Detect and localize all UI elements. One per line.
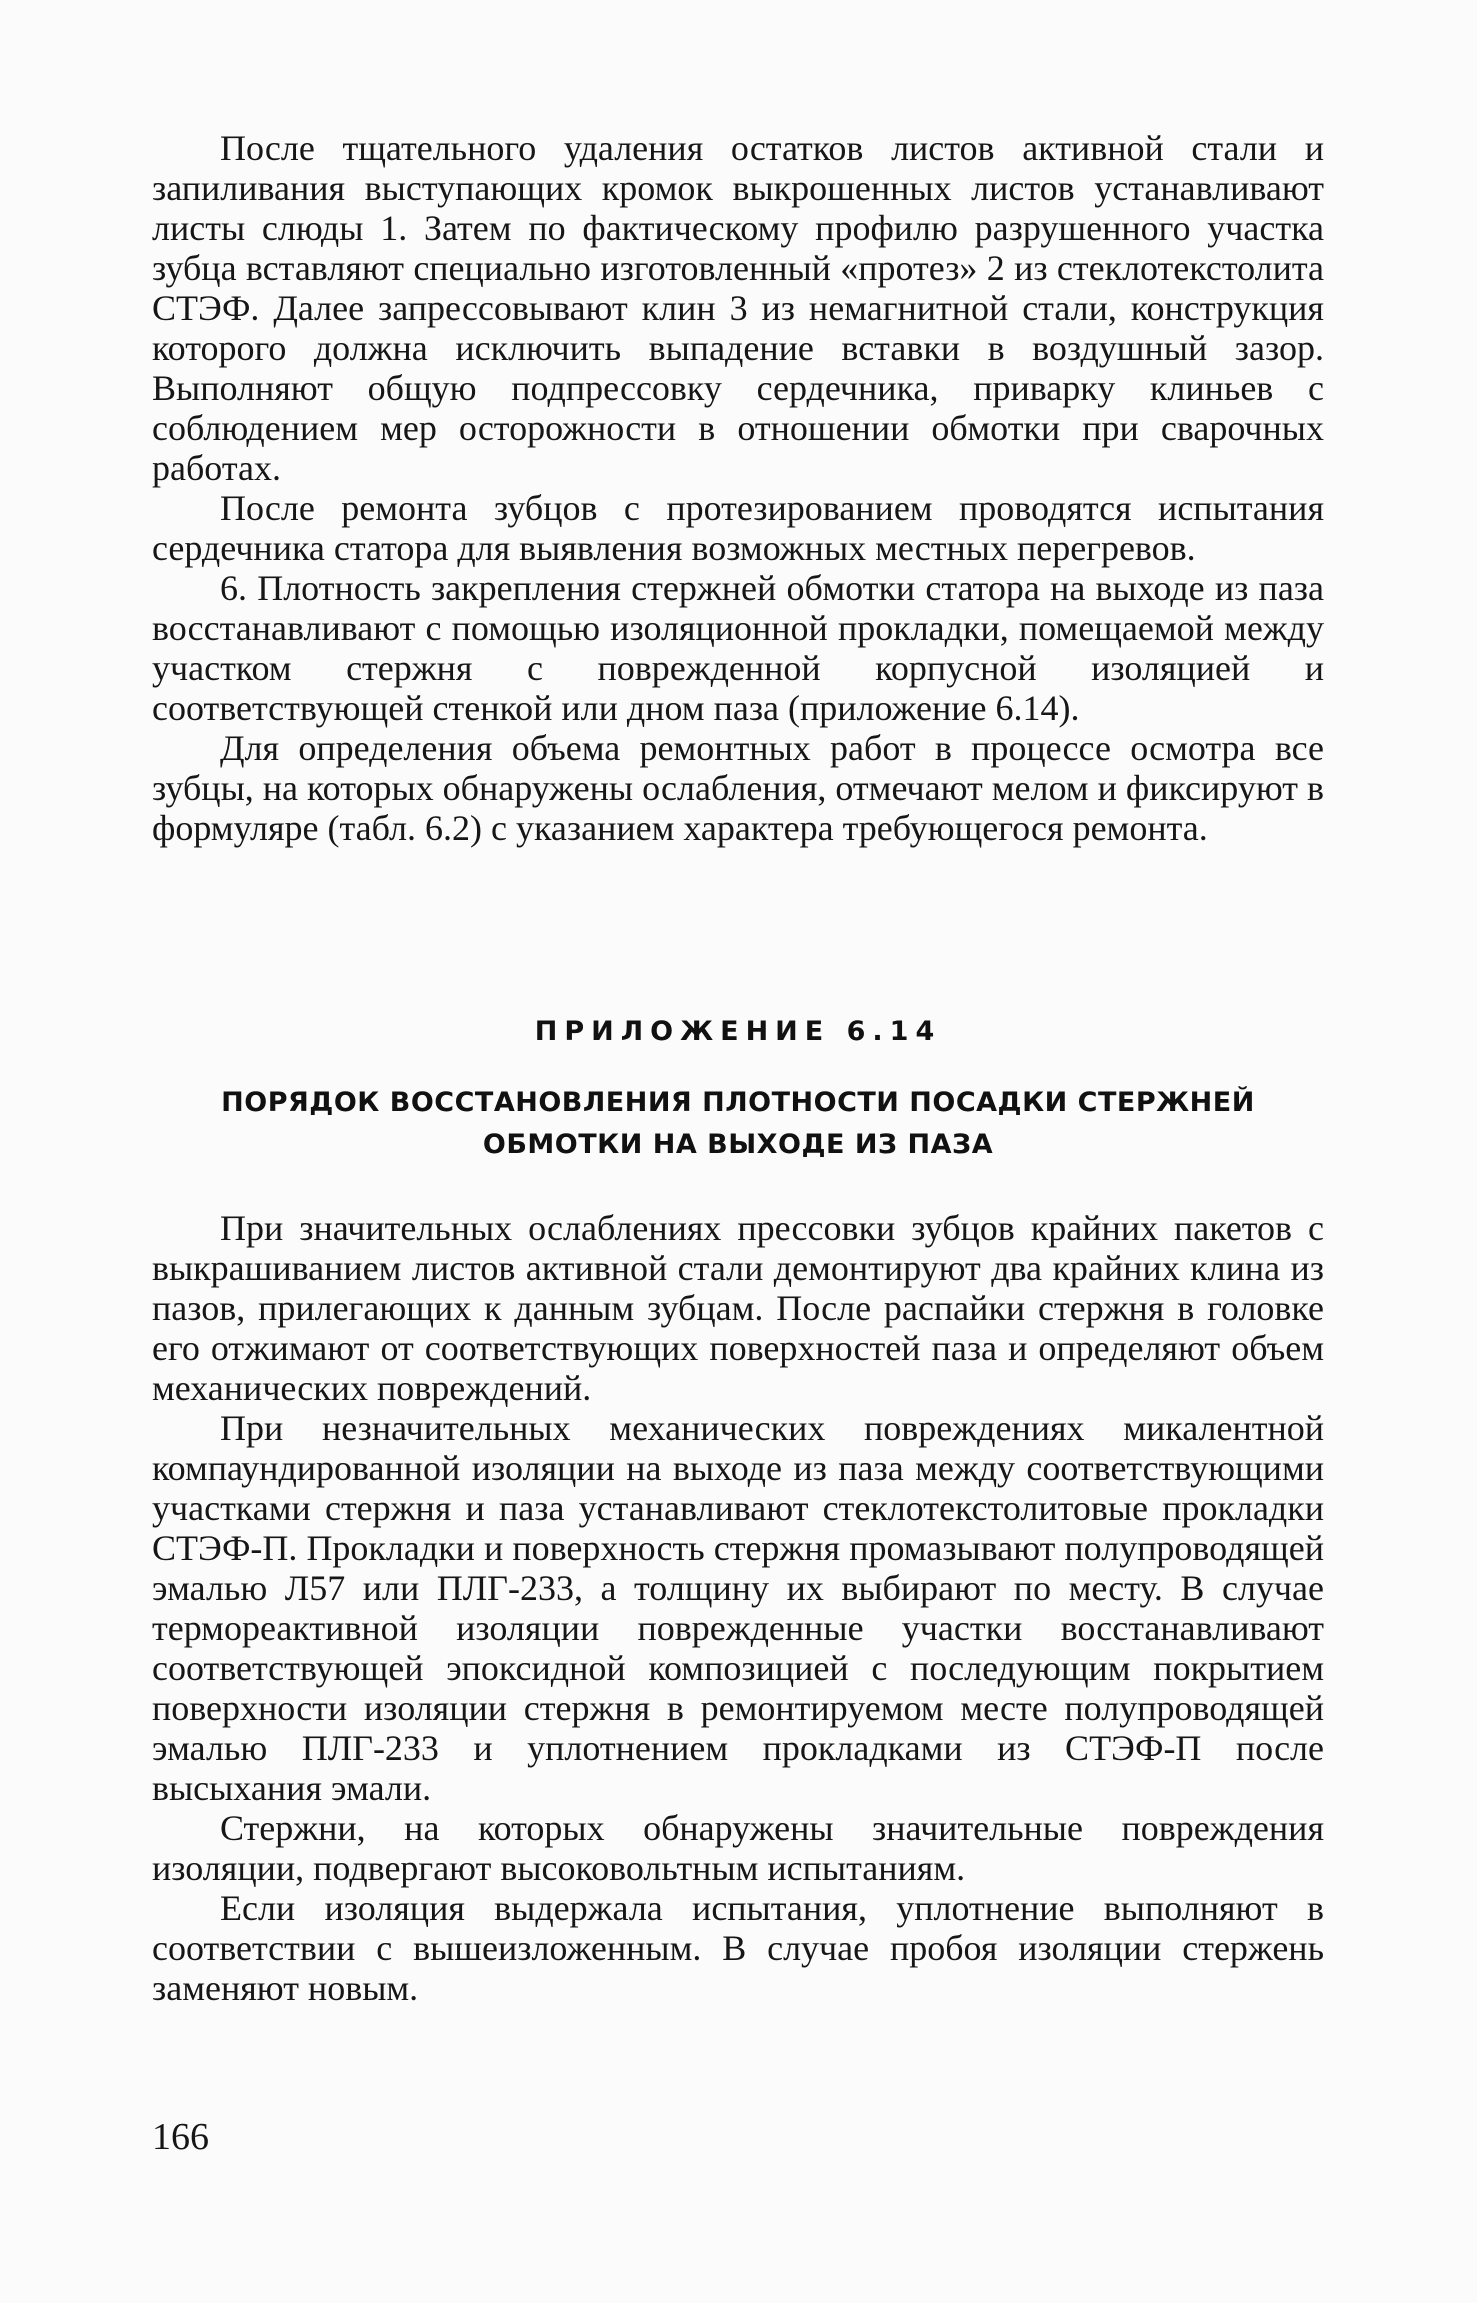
paragraph-minor-damage: При незначительных механических повреждениях микалентной компаундированной изоляции на выходе из паза между соответствующими участками стержня и паза устанавливают стеклотекстолитовые прокладки СТЭФ-П. Прокладки и поверхность стержня промазывают полупроводящей эмалью Л57 или ПЛГ-233, а толщину их выбирают по месту. В случае термореактивной изоляции поврежденные участки восстанавливают соответствующей эпоксидной композицией с последующим покрытием поверхности изоляции стержня в ремонтируемом месте полупроводящей эмалью ПЛГ-233 и уплотнением прокладками из СТЭФ-П после высыхания эмали. [152,1408,1324,1808]
section-title-line-1: ПОРЯДОК ВОССТАНОВЛЕНИЯ ПЛОТНОСТИ ПОСАДКИ СТЕРЖНЕЙ [221,1087,1255,1118]
paragraph-test-result: Если изоляция выдержала испытания, уплотнение выполняют в соответствии с вышеизложенным. В случае пробоя изоляции стержень заменяют новым. [152,1888,1324,2008]
paragraph-step-6: 6. Плотность закрепления стержней обмотки статора на выходе из паза восстанавливают с помощью изоляционной прокладки, помещаемой между участком стержня с поврежденной корпусной изоляцией и соответствующей стенкой или дном паза (приложение 6.14). [152,568,1324,728]
paragraph-high-voltage-testing: Стержни, на которых обнаружены значительные повреждения изоляции, подвергают высоковольтным испытаниям. [152,1808,1324,1888]
page-number: 166 [152,2116,209,2158]
paragraph-significant-weakening: При значительных ослаблениях прессовки зубцов крайних пакетов с выкрашиванием листов активной стали демонтируют два крайних клина из пазов, прилегающих к данным зубцам. После распайки стержня в головке его отжимают от соответствующих поверхностей паза и определяют объем механических повреждений. [152,1208,1324,1408]
top-text-block [152,128,1324,848]
appendix-heading: ПРИЛОЖЕНИЕ 6.14 [534,1016,942,1047]
appendix-text-block [152,1208,1324,2008]
paragraph-tests: После ремонта зубцов с протезированием проводятся испытания сердечника статора для выявления возможных местных перегревов. [152,488,1324,568]
paragraph-stator-repair: После тщательного удаления остатков листов активной стали и запиливания выступающих кромок выкрошенных листов устанавливают листы слюды 1. Затем по фактическому профилю разрушенного участка зубца вставляют специально изготовленный «протез» 2 из стеклотекстолита СТЭФ. Далее запрессовывают клин 3 из немагнитной стали, конструкция которого должна исключить выпадение вставки в воздушный зазор. Выполняют общую подпрессовку сердечника, приварку клиньев с соблюдением мер осторожности в отношении обмотки при сварочных работах. [152,128,1324,488]
section-title-line-2: ОБМОТКИ НА ВЫХОДЕ ИЗ ПАЗА [482,1129,994,1160]
section-title [152,1082,1324,1166]
paragraph-repair-scope: Для определения объема ремонтных работ в процессе осмотра все зубцы, на которых обнаружены ослабления, отмечают мелом и фиксируют в формуляре (табл. 6.2) с указанием характера требующегося ремонта. [152,728,1324,848]
